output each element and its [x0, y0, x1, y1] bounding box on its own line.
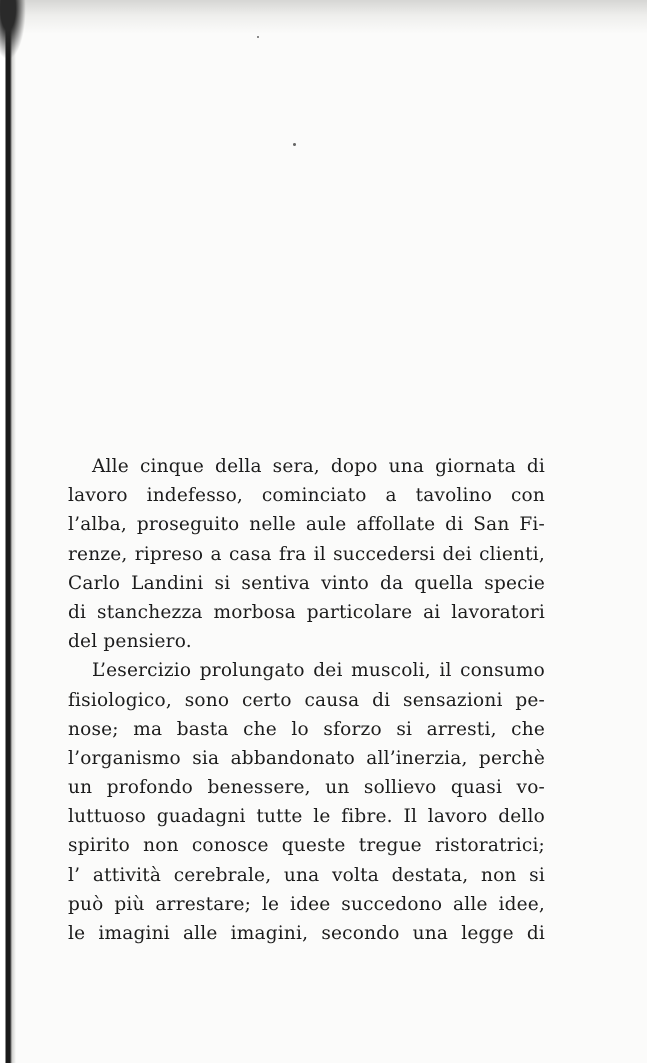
- text-line: un profondo benessere, un sollievo quasi vo-: [68, 777, 545, 799]
- page-binding-edge: [0, 0, 16, 1063]
- text-line: luttuoso guadagni tutte le fibre. Il lavoro dello: [68, 806, 545, 828]
- text-line: l’alba, proseguito nelle aule affollate di San Fi-: [68, 514, 545, 536]
- page-corner-shadow: [0, 0, 26, 60]
- text-line: del pensiero.: [68, 631, 192, 653]
- page-top-edge-shadow: [0, 0, 647, 34]
- text-line: può più arrestare; le idee succedono alle idee,: [68, 893, 545, 915]
- paper-speck: [293, 143, 296, 146]
- text-line: L’esercizio prolungato dei muscoli, il consumo: [92, 660, 545, 682]
- text-line: spirito non conosce queste tregue ristoratrici;: [68, 835, 545, 857]
- text-line: Alle cinque della sera, dopo una giornata di: [92, 456, 545, 477]
- text-line: Carlo Landini si sentiva vinto da quella specie: [68, 572, 545, 594]
- text-line: renze, ripreso a casa fra il succedersi dei clienti,: [68, 543, 545, 565]
- text-line: le imagini alle imagini, secondo una legge di: [68, 923, 545, 944]
- text-line: l’ attività cerebrale, una volta destata, non si: [68, 864, 545, 886]
- text-line: fisiologico, sono certo causa di sensazioni pe-: [68, 689, 545, 711]
- text-line: l’organismo sia abbandonato all’inerzia, perchè: [68, 747, 545, 769]
- paper-speck: [257, 36, 259, 38]
- text-line: di stanchezza morbosa particolare ai lavoratori: [68, 601, 545, 623]
- text-line: nose; ma basta che lo sforzo si arresti, che: [68, 718, 545, 740]
- body-text: [68, 452, 545, 948]
- text-line: lavoro indefesso, cominciato a tavolino con: [68, 485, 545, 507]
